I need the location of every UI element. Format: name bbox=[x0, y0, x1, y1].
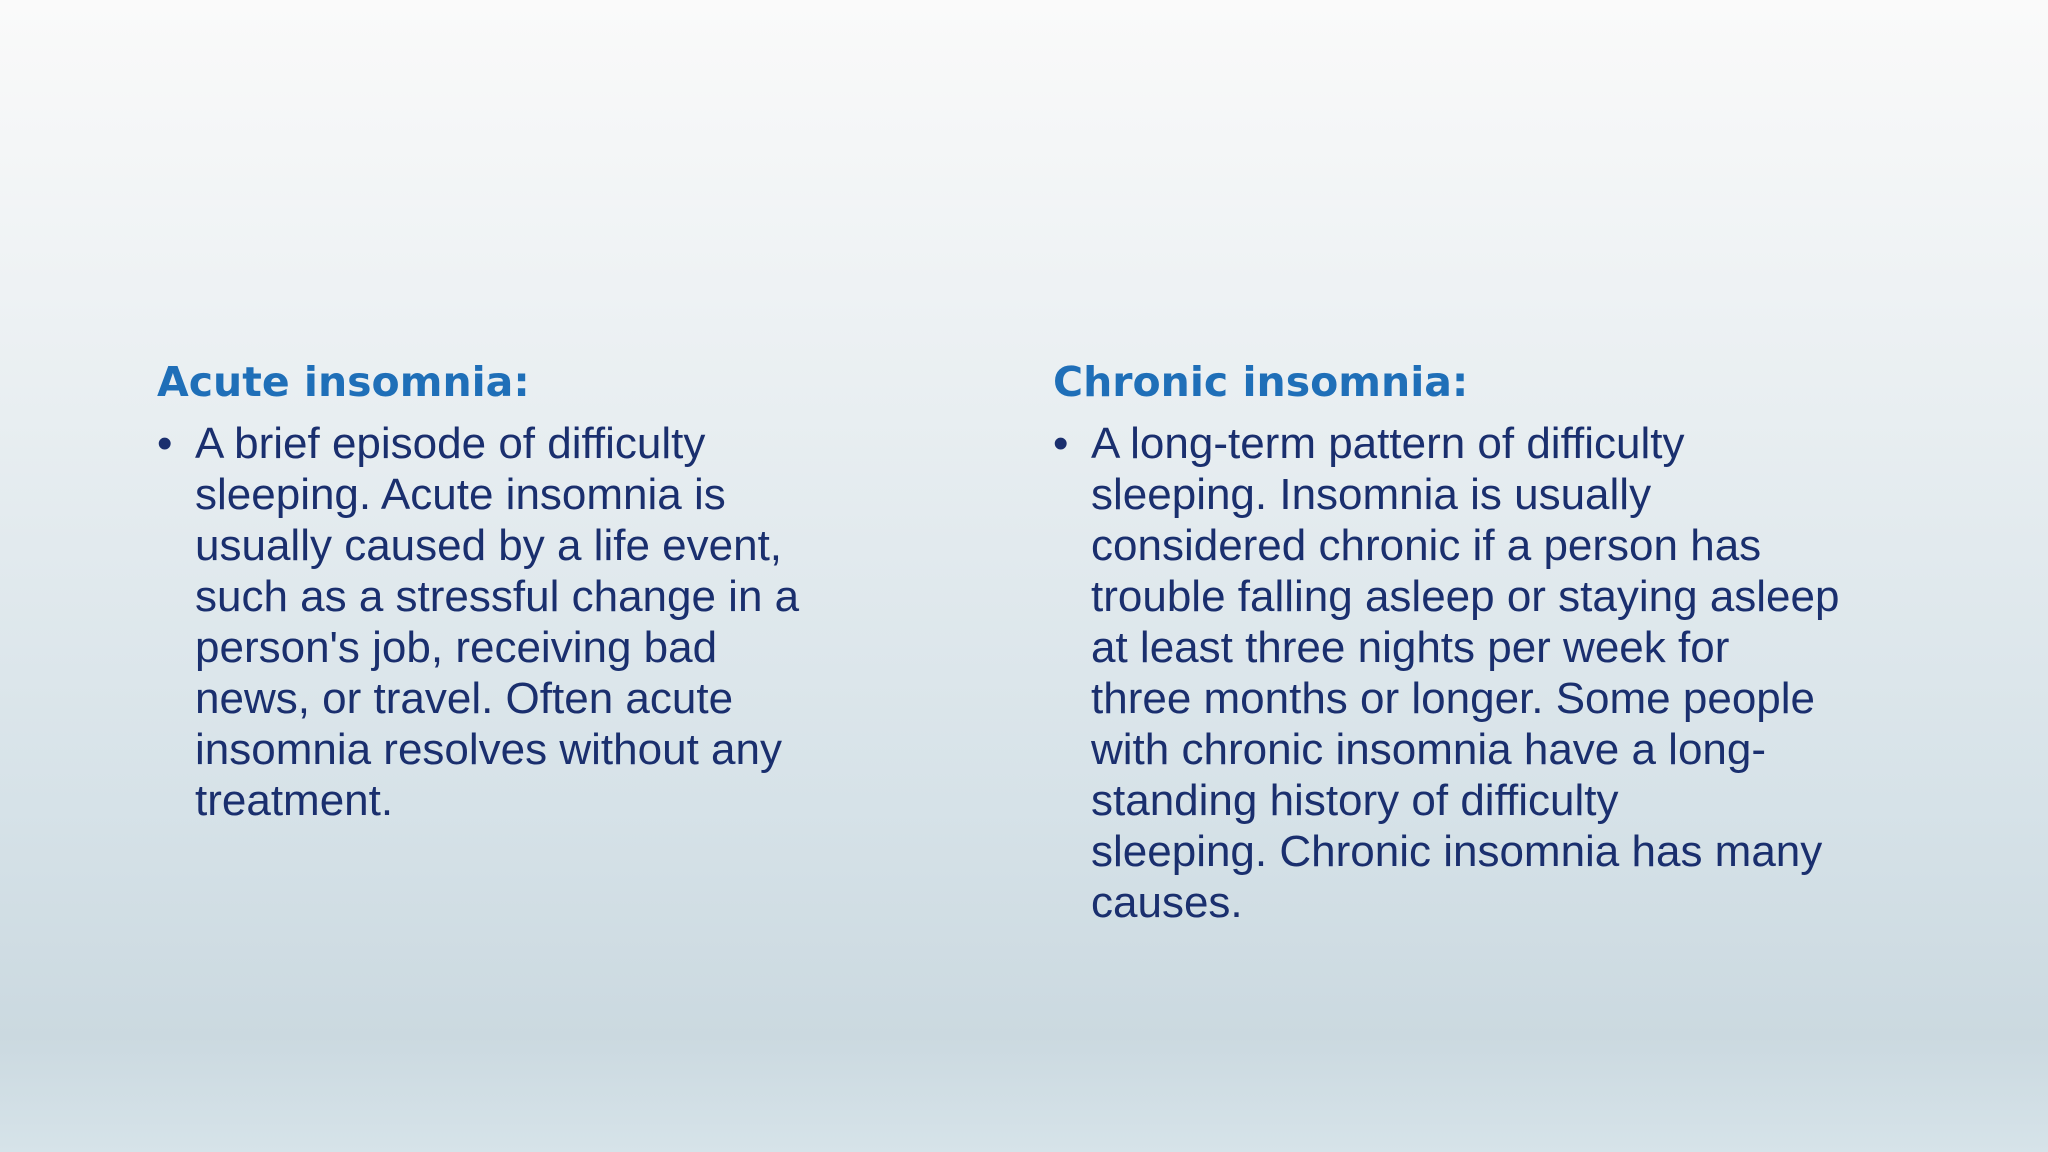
bullet-icon: • bbox=[1053, 419, 1069, 468]
acute-insomnia-bullet bbox=[157, 418, 897, 826]
acute-insomnia-description: A brief episode of difficulty sleeping. Acute insomnia is usually caused by a life event, such as a stressful change in a person's job, receiving bad news, or travel. Often acute insomnia resolves without any treatment. bbox=[195, 419, 800, 825]
chronic-insomnia-description: A long-term pattern of difficulty sleeping. Insomnia is usually considered chronic if a person has trouble falling asleep or staying asleep at least three nights per week for three months or longer. Some people with chronic insomnia have a long- standing history of difficulty sleeping. Chronic insomnia has many causes. bbox=[1091, 419, 1840, 927]
bullet-icon: • bbox=[157, 419, 173, 468]
chronic-insomnia-bullet bbox=[1053, 418, 1953, 928]
acute-insomnia-heading: Acute insomnia: bbox=[157, 358, 530, 406]
chronic-insomnia-heading: Chronic insomnia: bbox=[1053, 358, 1469, 406]
acute-insomnia-section bbox=[157, 352, 897, 826]
chronic-insomnia-section bbox=[1053, 352, 1953, 928]
